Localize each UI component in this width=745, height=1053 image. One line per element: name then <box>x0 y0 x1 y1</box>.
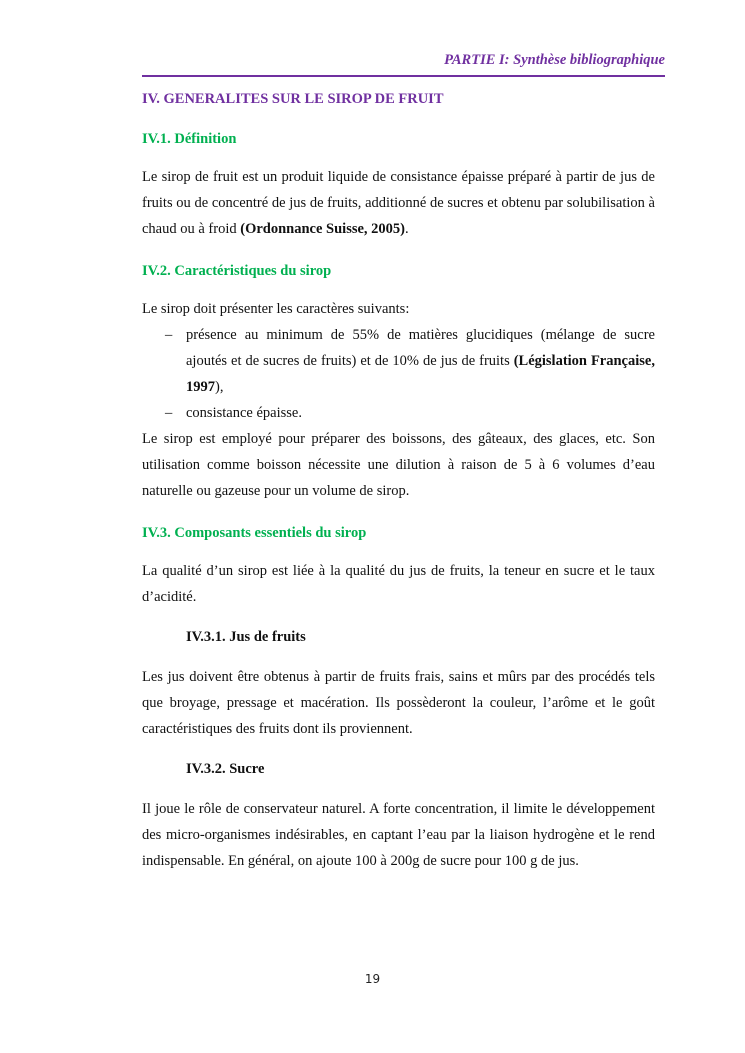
definition-text: Le sirop de fruit est un produit liquide de consistance épaisse préparé à partir de jus de fruits ou de concentré de jus de fruits, additionné de sucres et obtenu par solubilisation à chaud ou à froid <box>142 169 655 237</box>
list-item <box>142 322 655 400</box>
components-intro: La qualité d’un sirop est liée à la qualité du jus de fruits, la teneur en sucre et le taux d’acidité. <box>142 563 655 605</box>
page-content <box>142 86 655 874</box>
list-item-text: consistance épaisse. <box>186 405 302 421</box>
list-item <box>142 400 655 426</box>
definition-reference: (Ordonnance Suisse, 2005) <box>240 221 406 237</box>
subsubsection-title-sugar: IV.3.2. Sucre <box>186 761 265 777</box>
list-item-text: présence au minimum de 55% de matières glucidiques (mélange de sucre ajoutés et de sucres de fruits) et de 10% de jus de fruits <box>186 327 655 369</box>
dash-bullet: – <box>165 327 173 343</box>
characteristics-list <box>142 322 655 426</box>
sugar-paragraph: Il joue le rôle de conservateur naturel. A forte concentration, il limite le développement des micro-organismes indésirables, en captant l’eau par la liaison hydrogène et le rend indispensable. En général, on ajoute 100 à 200g de sucre pour 100 g de jus. <box>142 801 655 869</box>
subsection-title-characteristics: IV.2. Caractéristiques du sirop <box>142 263 332 279</box>
section-title: IV. GENERALITES SUR LE SIROP DE FRUIT <box>142 91 444 107</box>
page-number: 19 <box>364 972 381 986</box>
usage-paragraph: Le sirop est employé pour préparer des boissons, des gâteaux, des glaces, etc. Son utilisation comme boisson nécessite une dilution à raison de 5 à 6 volumes d’eau naturelle ou gazeuse pour un volume de sirop. <box>142 431 655 499</box>
subsection-title-components: IV.3. Composants essentiels du sirop <box>142 525 367 541</box>
definition-end: . <box>405 221 409 237</box>
list-item-reference: (Législation Française, 1997 <box>186 353 655 395</box>
juice-paragraph: Les jus doivent être obtenus à partir de fruits frais, sains et mûrs par des procédés tels que broyage, pressage et macération. Ils possèderont la couleur, l’arôme et le goût caractéristiques des fruits dont ils proviennent. <box>142 669 655 737</box>
dash-bullet: – <box>165 405 173 421</box>
characteristics-intro: Le sirop doit présenter les caractères suivants: <box>142 301 410 317</box>
subsection-title-definition: IV.1. Définition <box>142 131 237 147</box>
header-rule <box>142 75 665 77</box>
running-header: PARTIE I: Synthèse bibliographique <box>444 52 665 68</box>
subsubsection-title-juice: IV.3.1. Jus de fruits <box>186 629 306 645</box>
definition-paragraph <box>142 164 655 242</box>
list-item-end: ), <box>215 379 224 395</box>
